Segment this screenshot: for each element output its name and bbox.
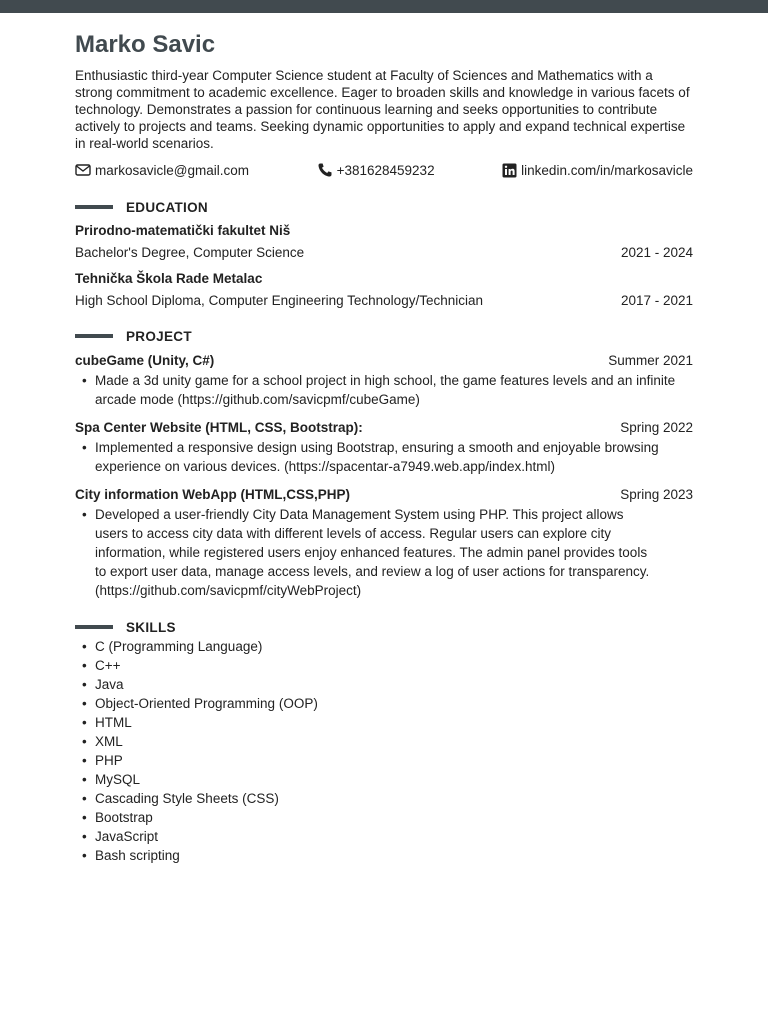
project-name: Spa Center Website (HTML, CSS, Bootstrap): [75,420,363,435]
education-dates: 2021 - 2024 [620,245,693,260]
education-entry [75,222,693,261]
education-entry [75,270,693,309]
linkedin-text[interactable]: linkedin.com/in/markosavicle [521,162,693,178]
project-entry [75,419,693,476]
summary-paragraph: Enthusiastic third-year Computer Science student at Faculty of Sciences and Mathematics with a strong commitment to academic excellence. Eager to broaden skills and knowledge in various facets of technology. Demonstrates a passion for continuous learning and seeks opportunities to contribute actively to projects and teams. Seeking dynamic opportunities to apply and expand technical expertise in real-world scenarios. [75,68,690,151]
school-name: Prirodno-matematički fakultet Niš [75,223,291,238]
project-description: • Made a 3d unity game for a school project in high school, the game features levels and an infinite arcade mode (https://github.com/savicpmf/cubeGame) [75,371,693,409]
education-title: EDUCATION [126,199,208,215]
project-name: City information WebApp (HTML,CSS,PHP) [75,487,350,502]
skill-item: • XML [75,732,693,751]
section-divider-bar [75,625,113,629]
skill-item: • C (Programming Language) [75,637,693,656]
skill-item: • Cascading Style Sheets (CSS) [75,789,693,808]
project-heading [75,328,693,344]
skill-item: • MySQL [75,770,693,789]
project-entry [75,486,693,600]
education-dates: 2017 - 2021 [620,293,693,308]
section-divider-bar [75,205,113,209]
project-name: cubeGame (Unity, C#) [75,353,215,368]
email-text[interactable]: markosavicle@gmail.com [95,162,249,178]
top-accent-bar [0,0,768,13]
skill-item: • Bash scripting [75,846,693,865]
project-date: Spring 2023 [620,487,693,502]
skill-item: • JavaScript [75,827,693,846]
project-description: • Developed a user-friendly City Data Management System using PHP. This project allows users to access city data with different levels of access. Regular users can explore city information, while registered users enjoy enhanced features. The admin panel provides tools to export user data, manage access levels, and review a log of user actions for transparency. (https://github.com/savicpmf/cityWebProject) [75,505,693,600]
skill-item: • C++ [75,656,693,675]
section-divider-bar [75,334,113,338]
skills-heading [75,619,693,635]
skill-item: • HTML [75,713,693,732]
resume-page [75,30,693,865]
candidate-name: Marko Savic [75,31,216,58]
phone-text[interactable]: +381628459232 [336,162,435,178]
skill-item: • PHP [75,751,693,770]
skill-item: • Bootstrap [75,808,693,827]
project-title: PROJECT [126,328,192,344]
project-date: Summer 2021 [608,353,693,368]
education-heading [75,199,693,215]
linkedin-icon [502,163,517,178]
project-entry [75,352,693,409]
skill-item: • Java [75,675,693,694]
degree-text: Bachelor's Degree, Computer Science [75,245,305,260]
contact-phone[interactable] [317,162,435,178]
school-name: Tehnička Škola Rade Metalac [75,271,263,286]
phone-icon [317,162,333,178]
contact-linkedin[interactable] [502,163,693,178]
skill-item: • Object-Oriented Programming (OOP) [75,694,693,713]
contact-email[interactable] [75,163,249,178]
contact-row [75,160,693,180]
envelope-icon [75,163,91,177]
skills-list [75,637,693,865]
project-date: Spring 2022 [620,420,693,435]
project-description: • Implemented a responsive design using Bootstrap, ensuring a smooth and enjoyable browsing experience on various devices. (https://spacentar-a7949.web.app/index.html) [75,438,693,476]
skills-title: SKILLS [126,619,176,635]
degree-text: High School Diploma, Computer Engineering Technology/Technician [75,293,483,308]
